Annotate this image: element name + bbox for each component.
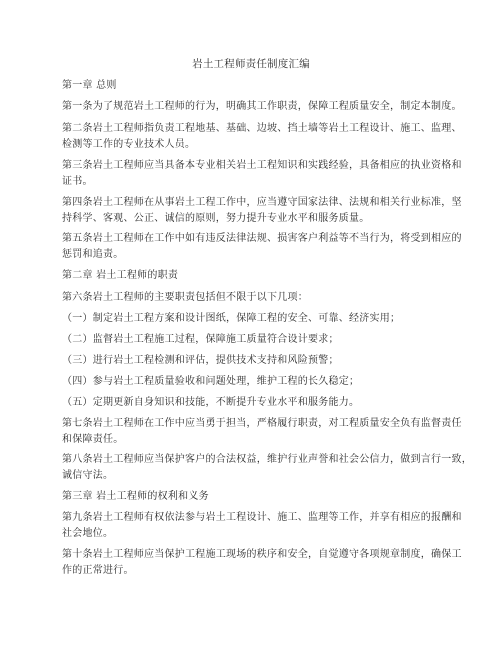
text-line: 社会地位。	[62, 527, 114, 539]
text-line: 第五条岩土工程师在工作中如有违反法律法规、损害客户利益等不当行为，将受到相应的	[62, 233, 462, 244]
text-line: 第三章 岩土工程师的权利和义务	[62, 491, 209, 502]
article-paragraph	[62, 290, 452, 306]
article-paragraph	[62, 195, 462, 226]
chapter-heading	[62, 489, 452, 505]
text-line: 诚信守法。	[62, 469, 114, 481]
article-paragraph	[62, 547, 462, 578]
chapter-heading	[62, 268, 452, 284]
article-paragraph	[62, 99, 462, 115]
text-line: 证书。	[62, 175, 93, 187]
chapter-heading	[62, 78, 452, 94]
text-line: 第八条岩土工程师应当保护客户的合法权益，维护行业声誉和社会公信力，做到言行一致，	[62, 454, 472, 465]
text-line: 第六条岩土工程师的主要职责包括但不限于以下几项：	[62, 292, 308, 303]
text-line: （五）定期更新自身知识和技能，不断提升专业水平和服务能力。	[62, 397, 360, 408]
text-line: 作的正常进行。	[62, 564, 134, 576]
article-paragraph	[62, 452, 472, 483]
text-line: 第二章 岩土工程师的职责	[62, 270, 179, 281]
list-item	[62, 374, 452, 390]
list-item	[62, 311, 452, 327]
text-line: 和保障责任。	[62, 433, 124, 445]
document-title: 岩土工程师责任制度汇编	[192, 58, 310, 70]
text-line: 第三条岩土工程师应当具备本专业相关岩土工程知识和实践经验，具备相应的执业资格和	[62, 160, 462, 171]
text-line: 检测等工作的专业技术人员。	[62, 138, 196, 150]
article-paragraph	[62, 416, 462, 447]
text-line: 第二条岩土工程师指负责工程地基、基础、边坡、挡土墙等岩土工程设计、施工、监理、	[62, 123, 462, 134]
text-line: 第一章 总则	[62, 80, 117, 91]
article-paragraph	[62, 510, 462, 541]
list-item	[62, 353, 452, 369]
list-item	[62, 332, 452, 348]
text-line: 第九条岩土工程师有权依法参与岩土工程设计、施工、监理等工作，并享有相应的报酬和	[62, 512, 462, 523]
text-line: （四）参与岩土工程质量验收和问题处理，维护工程的长久稳定；	[62, 376, 360, 387]
list-item	[62, 395, 452, 411]
article-paragraph	[62, 121, 462, 152]
article-paragraph	[62, 231, 462, 262]
text-line: （二）监督岩土工程施工过程，保障施工质量符合设计要求；	[62, 334, 339, 345]
text-line: 惩罚和追责。	[62, 248, 124, 260]
text-line: （一）制定岩土工程方案和设计图纸，保障工程的安全、可靠、经济实用；	[62, 313, 401, 324]
text-line: 第四条岩土工程师在从事岩土工程工作中，应当遵守国家法律、法规和相关行业标准，坚	[62, 197, 462, 208]
text-line: 第一条为了规范岩土工程师的行为，明确其工作职责，保障工程质量安全，制定本制度。	[62, 101, 462, 112]
text-line: （三）进行岩土工程检测和评估，提供技术支持和风险预警；	[62, 355, 339, 366]
text-line: 第十条岩土工程师应当保护工程施工现场的秩序和安全，自觉遵守各项规章制度，确保工	[62, 549, 462, 560]
article-paragraph	[62, 158, 462, 189]
text-line: 持科学、客观、公正、诚信的原则，努力提升专业水平和服务质量。	[62, 212, 370, 224]
text-line: 第七条岩土工程师在工作中应当勇于担当，严格履行职责，对工程质量安全负有监督责任	[62, 418, 462, 429]
